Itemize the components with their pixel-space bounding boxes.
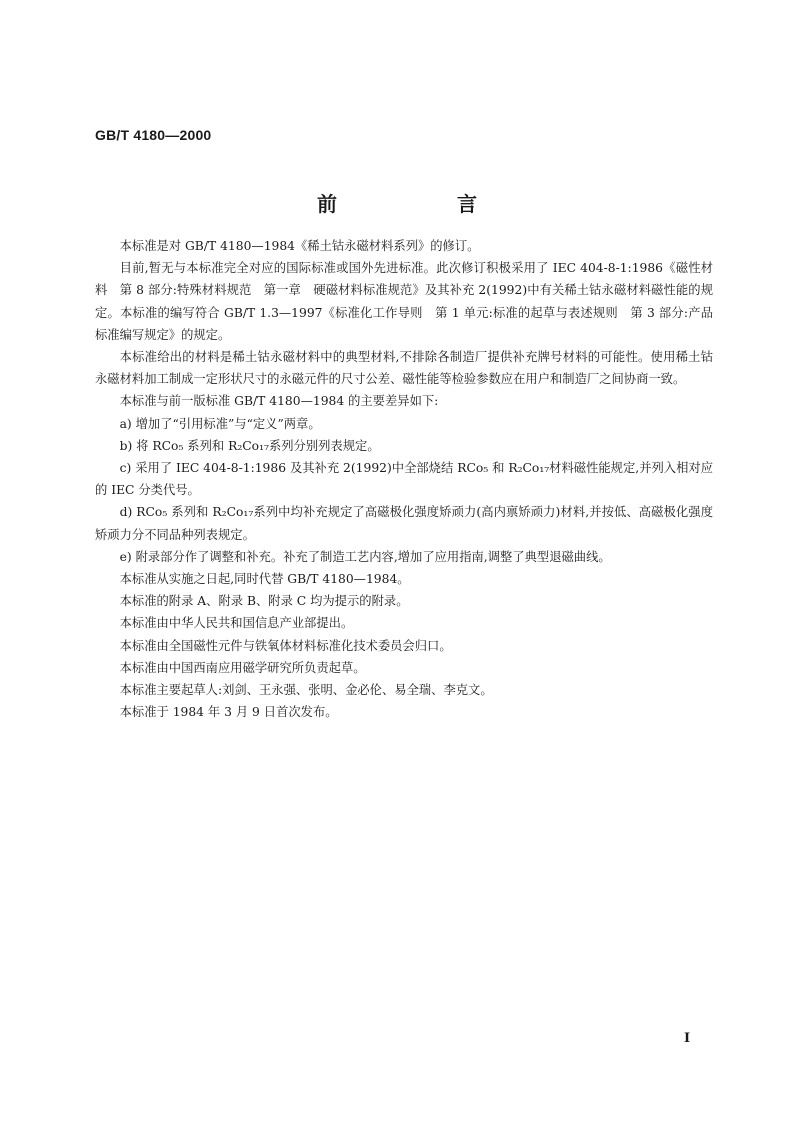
foreword-body — [95, 235, 713, 723]
page-number: I — [684, 1031, 691, 1046]
list-item-c: c) 采用了 IEC 404-8-1:1986 及其补充 2(1992)中全部烧结 RCo₅ 和 R₂Co₁₇材料磁性能规定,并列入相对应的 IEC 分类代号。 — [95, 461, 713, 498]
list-item-e: e) 附录部分作了调整和补充。补充了制造工艺内容,增加了应用指南,调整了典型退磁曲线。 — [119, 549, 611, 564]
paragraph-differences-intro: 本标准与前一版标准 GB/T 4180—1984 的主要差异如下: — [119, 394, 439, 409]
list-item-b: b) 将 RCo₅ 系列和 R₂Co₁₇系列分别列表规定。 — [119, 438, 380, 453]
page-title: 前 言 — [317, 192, 527, 216]
paragraph-annexes: 本标准的附录 A、附录 B、附录 C 均为提示的附录。 — [119, 594, 409, 609]
standard-code: GB/T 4180—2000 — [95, 127, 212, 143]
paragraph-revision: 本标准是对 GB/T 4180—1984《稀土钴永磁材料系列》的修订。 — [119, 239, 480, 253]
paragraph-iec-adoption: 目前,暂无与本标准完全对应的国际标准或国外先进标准。此次修订积极采用了 IEC 404-8-1:1986《磁性材料 第 8 部分:特殊材料规范 第一章 硬磁材料标准规范》及其补充 2(1992)中有关稀土钴永磁材料磁性能的规定。本标准的编写符合 GB/T 1.3—1997《标准化工作导则 第 1 单元:标准的起草与表述规则 第 3 部分:产品标准编写规定》的规定。 — [95, 261, 713, 342]
paragraph-replaces: 本标准从实施之日起,同时代替 GB/T 4180—1984。 — [119, 572, 410, 587]
paragraph-materials-scope: 本标准给出的材料是稀土钴永磁材料中的典型材料,不排除各制造厂提供补充牌号材料的可能性。使用稀土钴永磁材料加工制成一定形状尺寸的永磁元件的尺寸公差、磁性能等检验参数应在用户和制造厂之间协商一致。 — [95, 350, 713, 387]
paragraph-drafters: 本标准主要起草人:刘剑、王永强、张明、金必伦、易全瑞、李克文。 — [119, 683, 493, 698]
paragraph-drafted-by: 本标准由中国西南应用磁学研究所负责起草。 — [119, 660, 366, 675]
list-item-a: a) 增加了“引用标准”与“定义”两章。 — [119, 416, 321, 431]
paragraph-proposed-by: 本标准由中华人民共和国信息产业部提出。 — [119, 616, 354, 631]
paragraph-first-issued: 本标准于 1984 年 3 月 9 日首次发布。 — [119, 705, 338, 720]
list-item-d: d) RCo₅ 系列和 R₂Co₁₇系列中均补充规定了高磁极化强度矫顽力(高内禀矫顽力)材料,并按低、高磁极化强度矫顽力分不同品种列表规定。 — [95, 505, 713, 542]
paragraph-under-jurisdiction: 本标准由全国磁性元件与铁氧体材料标准化技术委员会归口。 — [119, 638, 452, 653]
